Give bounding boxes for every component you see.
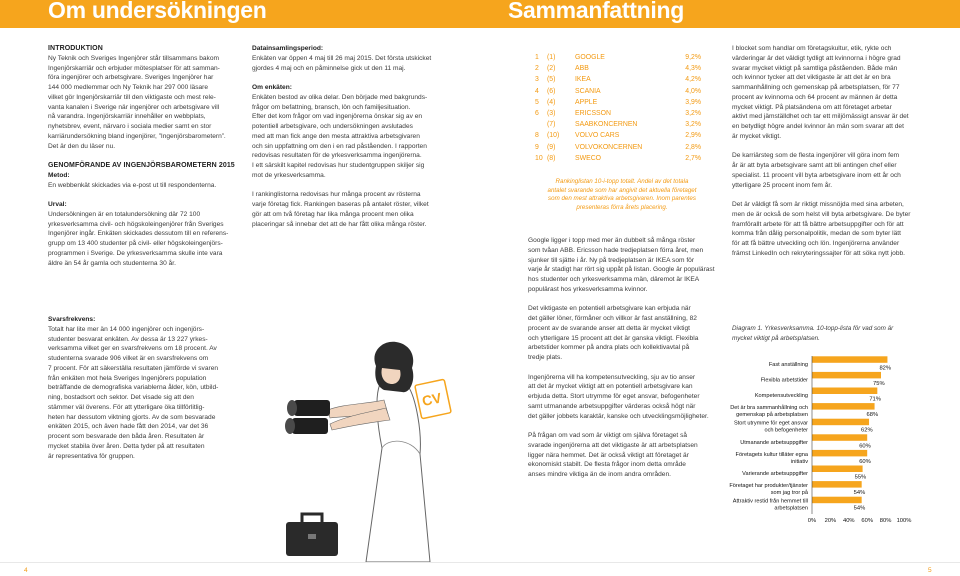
text-line: nyhetsbrev, event, närvaro i sociala medier samt en stor — [48, 123, 212, 130]
column-method — [48, 44, 244, 268]
value-label: 54% — [853, 505, 866, 512]
rank-position: 1 — [535, 54, 539, 61]
text-line: presenteras förra årets placering. — [576, 203, 668, 211]
bar — [812, 481, 862, 488]
summary-p7 — [732, 200, 932, 259]
category-label: Stort utrymme för eget ansvar — [734, 420, 808, 427]
ranking-row — [535, 65, 713, 76]
rank-company: ABB — [575, 65, 589, 73]
rank-company: SCANIA — [575, 87, 601, 95]
bar — [812, 466, 863, 473]
summary-p1 — [528, 236, 720, 295]
rank-position: 2 — [535, 65, 539, 73]
rank-position: 6 — [535, 109, 539, 117]
bar — [812, 403, 875, 410]
text-line: redovisas resultaten för de yrkesverksamma ingenjörerna. — [252, 152, 422, 160]
column-response — [48, 315, 244, 461]
text-line: Google ligger i topp med mer än dubbelt så många röster — [528, 237, 696, 244]
x-tick-label: 0% — [807, 518, 817, 524]
woman-figure — [328, 342, 430, 562]
rank-share: 4,3% — [685, 65, 701, 73]
text-line: placeringar så innebar det att de har fått olika många röster. — [252, 220, 427, 228]
summary-p6 — [732, 151, 932, 190]
rank-company: VOLVOKONCERNEN — [575, 143, 643, 151]
footer-rule — [0, 562, 960, 563]
ranking-row — [535, 88, 713, 99]
text-line: äldre än 54 år gamla och studenterna 30 år. — [48, 259, 176, 267]
rank-share: 4,0% — [685, 87, 701, 95]
text-line: ning, bostadsort och sektor. Det visade sig att den — [48, 394, 194, 401]
category-label: Företagets kultur tilläter egna — [735, 451, 808, 458]
cv-label: CV — [420, 389, 443, 410]
bar — [812, 450, 867, 457]
column-survey — [252, 44, 452, 229]
text-line: Rankinglistan 10-i-topp totalt. Andel av det totala — [555, 178, 689, 185]
text-line: tredje plats. — [528, 354, 563, 361]
text-line: framförallt arbete för att få bättre arbetsuppgifter och för att — [732, 220, 904, 228]
text-line: som tvåan ABB. Ericsson hade tredjeplatsen förra året, men — [528, 246, 704, 254]
text-line: gör att om två företag har lika många procent men olika — [252, 210, 414, 218]
column-summary-b — [732, 44, 932, 259]
rank-previous: (4) — [547, 98, 556, 106]
rank-previous: (6) — [547, 87, 556, 95]
method-label: Metod: — [48, 171, 70, 179]
rank-previous: (5) — [547, 76, 556, 84]
text-line: komma från dålig personalpolitik, medan de som byter lätt — [732, 230, 901, 238]
text-line: erbjuda detta. Stort utrymme för eget ansvar, befogenheter — [528, 393, 700, 400]
text-line: år är att byta arbetsgivare samt att bli antingen chef eller — [732, 162, 897, 169]
bar — [812, 356, 887, 363]
ranking-row — [535, 110, 713, 121]
text-line: verksamma vilket ger en svarsfrekvens om 18 procent. Av — [48, 345, 217, 353]
text-line: som den mest attraktiva arbetsgivaren. Inom parentes — [548, 195, 696, 203]
value-label: 62% — [861, 427, 873, 434]
response-label: Svarsfrekvens: — [48, 316, 96, 323]
text-line: en betydligt högre andel kvinnor än män som svarar att det — [732, 123, 904, 130]
title-left: Om undersökningen — [48, 0, 267, 23]
rank-previous: (8) — [547, 154, 556, 162]
category-label: och befogenheter — [764, 427, 808, 434]
category-label: som jag tror på — [770, 490, 808, 497]
text-line: ekonomiskt stabilt. De flesta frågor inom detta område — [528, 461, 686, 469]
text-line: Ny Teknik och Sveriges Ingenjörer står tillsammans bakom — [48, 54, 220, 62]
text-line: potentiell arbetsgivare, och undersökningen avslutades — [252, 123, 413, 130]
value-label: 55% — [854, 474, 867, 481]
text-line: mycket viktigt på arbetsplatsen. — [732, 334, 820, 342]
text-line: varje år stadigt har rört sig uppåt på listan. Google är populärast — [528, 266, 715, 274]
intro-text — [48, 54, 244, 152]
category-label: Företaget har produkter/tjänster — [729, 483, 808, 490]
text-line: anses mindre viktiga än de inom andra områden. — [528, 471, 671, 478]
text-line: hos studenter och yrkesverksamma män, däremot är IKEA — [528, 276, 700, 283]
binoculars-icon — [285, 400, 330, 434]
bar — [812, 372, 881, 379]
text-line: värderingar är det väldigt tydligt att kvinnorna i högre grad — [732, 54, 901, 62]
summary-p2 — [528, 304, 720, 363]
text-line: frågor om befattning, bransch, lön och familjesituation. — [252, 103, 411, 111]
text-line: Ingenjörerna vill ha kompetensutveckling, sju av tio anser — [528, 373, 696, 381]
text-line: svarade ingenjörerna att det viktigaste är att arbetsplatsen — [528, 441, 698, 449]
text-line: föra ingenjörer och arbetsgivare. Sveriges Ingenjörer har — [48, 74, 214, 82]
text-line: det gäller löner, förmåner och villkor är fast anställning, 82 — [528, 315, 697, 322]
category-label: Flexibla arbetstider — [760, 377, 808, 384]
rank-share: 2,7% — [685, 154, 701, 162]
x-tick-label: 100% — [896, 518, 912, 524]
method-heading: GENOMFÖRANDE AV INGENJÖRSBAROMETERN 2015 — [48, 162, 235, 169]
text-line: att det är mycket viktigt att en potentiell arbetsgivare kan — [528, 383, 693, 391]
text-line: sammanhållning och gemenskap på arbetsplatsen, för 77 — [732, 84, 900, 91]
text-line: och ytterligare 15 procent att det är ganska viktigt. Flexibla — [528, 334, 699, 342]
text-line: från enkäten mot hela Sveriges Ingenjörers population — [48, 374, 207, 382]
text-line: procent av de svarande anser att detta är mycket viktigt — [528, 324, 690, 332]
text-line: programmen i Sverige. De yrkesverksamma skulle inte vara — [48, 249, 223, 257]
text-line: sjunker till sjätte i år. Ny på tredjeplatsen är IKEA som för — [528, 256, 695, 264]
rank-company: VOLVO CARS — [575, 132, 620, 140]
text-line: antalet svarande som har angivit det aktuella företaget — [547, 186, 697, 194]
survey-text — [252, 93, 452, 230]
rank-company: IKEA — [575, 76, 591, 84]
chart-title — [732, 324, 912, 343]
rank-previous: (9) — [547, 143, 556, 151]
ranking-row — [535, 121, 713, 132]
illustration-binoculars — [270, 338, 480, 563]
briefcase-icon — [286, 514, 338, 556]
text-line: stämmer väl överens. För att ytterligare öka tillförlitlig- — [48, 403, 205, 411]
text-line: Totalt har lite mer än 14 000 ingenjörer och ingenjörs- — [48, 325, 205, 333]
text-line: vanta kanalen i Sverige när ingenjörer och arbetsgivare vill — [48, 103, 220, 111]
period-label: Datainsamlingsperiod: — [252, 45, 324, 52]
ranking-row — [535, 54, 713, 65]
text-line: vilket gör Ingenjörskarriär till den viktigaste och mest rele- — [48, 93, 216, 101]
bar — [812, 419, 869, 426]
rank-position: 8 — [535, 132, 539, 140]
ranking-list — [535, 54, 713, 166]
category-label: Fast anställning — [768, 361, 808, 368]
ranking-row — [535, 99, 713, 110]
method-text — [48, 181, 244, 191]
text-line: populärast hos yrkesverksamma kvinnor. — [528, 285, 648, 293]
text-line: Ingenjörer ingår. Enkäten skickades dessutom till en referens- — [48, 230, 229, 238]
text-line: procent som besvarade den båda åren. Resultaten är — [48, 433, 205, 440]
text-line: I ett särskilt kapitel redovisas hur studentgruppen skiljer sig — [252, 162, 425, 169]
text-line: nå varandra. Ingenjörskarriär innehåller en webbplats, — [48, 113, 206, 121]
text-line: är mycket viktigt. — [732, 132, 782, 140]
bar — [812, 388, 877, 395]
text-line: och kvinnor tycker att det viktigaste är att det är en bra — [732, 74, 891, 82]
text-line: grupp om 13 400 studenter på civil- eller högskoleingenjörs- — [48, 240, 223, 247]
text-line: med att man fick ange den mesta attraktiva arbetsgivaren — [252, 132, 420, 140]
value-label: 82% — [879, 365, 892, 372]
summary-p3 — [528, 373, 720, 422]
rank-previous: (3) — [547, 109, 556, 117]
rank-share: 2,9% — [685, 132, 701, 140]
text-line: men de är också de som helst vill byta arbetsgivare. De byter — [732, 210, 911, 218]
text-line: arbetstider kommer på andra plats och kollektivavtal på — [528, 344, 690, 352]
text-line: svarar mycket viktigt på samtliga påståenden. Både män — [732, 64, 898, 72]
ranking-row — [535, 132, 713, 143]
text-line: I rankinglistorna redovisas hur många procent av rösterna — [252, 191, 421, 199]
rank-company: ERICSSON — [575, 109, 611, 117]
rank-company: APPLE — [575, 98, 598, 106]
text-line: I blocket som handlar om företagskultur, etik, rykte och — [732, 45, 892, 52]
rank-position: 4 — [535, 87, 539, 95]
text-line: studenterna svarade 906 vilket är en svarsfrekvens om — [48, 355, 209, 362]
bar — [812, 497, 862, 504]
rank-share: 2,8% — [685, 143, 701, 151]
rank-previous: (1) — [547, 54, 556, 61]
sample-text — [48, 210, 244, 269]
text-line: för att få bättre utveckling och lön. Ingenjörerna använder — [732, 240, 900, 247]
category-label: Det är bra sammanhållning och — [730, 405, 808, 412]
intro-heading: INTRODUKTION — [48, 45, 103, 52]
bar — [812, 434, 867, 441]
cv-badge — [415, 379, 451, 418]
rank-company: SWECO — [575, 154, 602, 162]
text-line: Undersökningen är en totalundersökning där 72 100 — [48, 210, 201, 218]
value-label: 60% — [859, 443, 871, 450]
ranking-row — [535, 144, 713, 155]
text-line: mycket viktigt. På platsändena om att företaget arbetar — [732, 103, 892, 111]
summary-p5 — [732, 44, 932, 142]
text-line: studenter besvarat enkäten. Av dessa är 13 227 yrkes- — [48, 335, 208, 343]
text-line: gjordes 4 maj och en påminnelse gick ut den 11 maj. — [252, 64, 406, 72]
ranking-row — [535, 155, 713, 166]
text-line: det gäller jobbets karaktär, kanske och utvecklingsmöjligheter. — [528, 412, 709, 420]
text-line: Ingenjörskarriär och erbjuder mötesplatser för att samman- — [48, 64, 220, 72]
category-label: initiativ — [790, 458, 808, 465]
rank-position: 10 — [535, 154, 543, 162]
period-text — [252, 54, 452, 74]
category-label: Kompetensutveckling — [754, 393, 808, 399]
summary-p4 — [528, 431, 720, 480]
text-line: ytterligare 25 procent inom fem år. — [732, 181, 833, 189]
sample-label: Urval: — [48, 201, 67, 208]
text-line: aktivt med jämställdhet och tar ett miljömässigt ansvar är det — [732, 113, 909, 121]
text-line: Det viktigaste en potentiell arbetsgivare kan erbjuda när — [528, 305, 691, 313]
value-label: 60% — [859, 458, 871, 465]
ranking-row — [535, 76, 713, 87]
text-line: En webbenkät skickades via e-post ut till respondenterna. — [48, 181, 217, 189]
rank-share: 3,2% — [685, 121, 701, 129]
ranking-note — [537, 178, 707, 212]
text-line: främst LinkedIn och rekryteringssajter för att söka nytt jobb. — [732, 249, 905, 257]
text-line: ligger nära hemmet. Det är också viktigt att företaget är — [528, 451, 689, 459]
text-line: är representativa för gruppen. — [48, 452, 135, 460]
response-text — [48, 325, 244, 462]
value-label: 75% — [873, 380, 885, 387]
rank-share: 4,2% — [685, 76, 701, 84]
text-line: specialist. 11 procent vill byta arbetsgivare inom ett år och — [732, 171, 901, 179]
text-line: Efter det kom frågor om vad ingenjörerna önskar sig av en — [252, 113, 423, 121]
text-line: och sin uppfattning om den i en rad påståenden. I rapporten — [252, 142, 427, 150]
rank-share: 9,2% — [685, 54, 701, 61]
x-tick-label: 60% — [861, 518, 874, 524]
text-line: Enkäten bestod av olika delar. Den började med bakgrunds- — [252, 93, 428, 101]
text-line: karriärundersökning bland ingenjörer, ”Ingenjörsbarometern”. — [48, 132, 226, 140]
value-label: 68% — [866, 412, 879, 419]
text-line: varje företag fick. Rankingen baseras på antalet röster, vilket — [252, 201, 429, 208]
text-line: beträffande de demografiska variablerna ålder, kön, utbild- — [48, 384, 219, 392]
category-label: gemenskap på arbetsplatsen — [736, 412, 808, 419]
rank-position: 9 — [535, 143, 539, 151]
column-summary-a — [528, 236, 720, 480]
rank-position: 5 — [535, 98, 539, 106]
rank-previous: (2) — [547, 65, 556, 73]
text-line: Enkäten var öppen 4 maj till 26 maj 2015. Det första utskicket — [252, 54, 432, 62]
page-number-right: 5 — [928, 567, 932, 574]
rank-previous: (7) — [547, 121, 556, 129]
rank-position: 3 — [535, 76, 539, 84]
x-tick-label: 40% — [842, 518, 855, 524]
rank-company: GOOGLE — [575, 54, 605, 61]
text-line: Det är väldigt få som är riktigt missnöjda med sina arbeten, — [732, 201, 904, 208]
text-line: mot de yrkesverksamma. — [252, 171, 326, 179]
text-line: procent av kvinnorna och 64 procent av männen är detta — [732, 93, 898, 101]
text-line: yrkesverksamma civil- och högskoleingenjörer från Sveriges — [48, 220, 224, 228]
text-line: Diagram 1. Yrkesverksamma. 10-topp-lista för vad som är — [732, 325, 894, 332]
rank-company: SAABKONCERNEN — [575, 121, 638, 129]
text-line: 144 000 medlemmar och Ny Teknik har 297 000 läsare — [48, 84, 209, 91]
text-line: På frågan om vad som är viktigt om själva företaget så — [528, 432, 688, 439]
title-right: Sammanfattning — [508, 0, 684, 23]
text-line: enkäten 2015, och även hade fått den 2014, var det 36 — [48, 423, 209, 431]
header-band — [0, 0, 960, 28]
bar-chart — [720, 350, 920, 550]
x-tick-label: 20% — [824, 518, 837, 524]
text-line: mycket stabila över åren. Detta tyder på att resultaten — [48, 442, 205, 450]
value-label: 54% — [853, 490, 866, 497]
survey-label: Om enkäten: — [252, 84, 292, 91]
text-line: De karriärsteg som de flesta ingenjörer vill göra inom fem — [732, 152, 900, 160]
text-line: 7 procent. För att säkerställa resultaten jämförde vi svaren — [48, 364, 219, 372]
x-tick-label: 80% — [879, 518, 892, 524]
category-label: Attraktiv restid från hemmet till — [732, 498, 808, 505]
rank-share: 3,2% — [685, 109, 701, 117]
text-line: heten har dessutom viktning gjorts. Av de som besvarade — [48, 413, 216, 421]
category-label: Varierande arbetsuppgifter — [742, 471, 808, 477]
category-label: Utmanande arbetsuppgifter — [740, 439, 808, 446]
category-label: arbetsplatsen — [774, 505, 808, 512]
text-line — [252, 181, 452, 191]
text-line: Det är den du läser nu. — [48, 142, 116, 150]
rank-previous: (10) — [547, 132, 560, 140]
page-number-left: 4 — [24, 567, 28, 574]
rank-share: 3,9% — [685, 98, 701, 106]
text-line: samt utmanande arbetsuppgifter värderas också högt när — [528, 402, 696, 410]
value-label: 71% — [869, 396, 881, 403]
